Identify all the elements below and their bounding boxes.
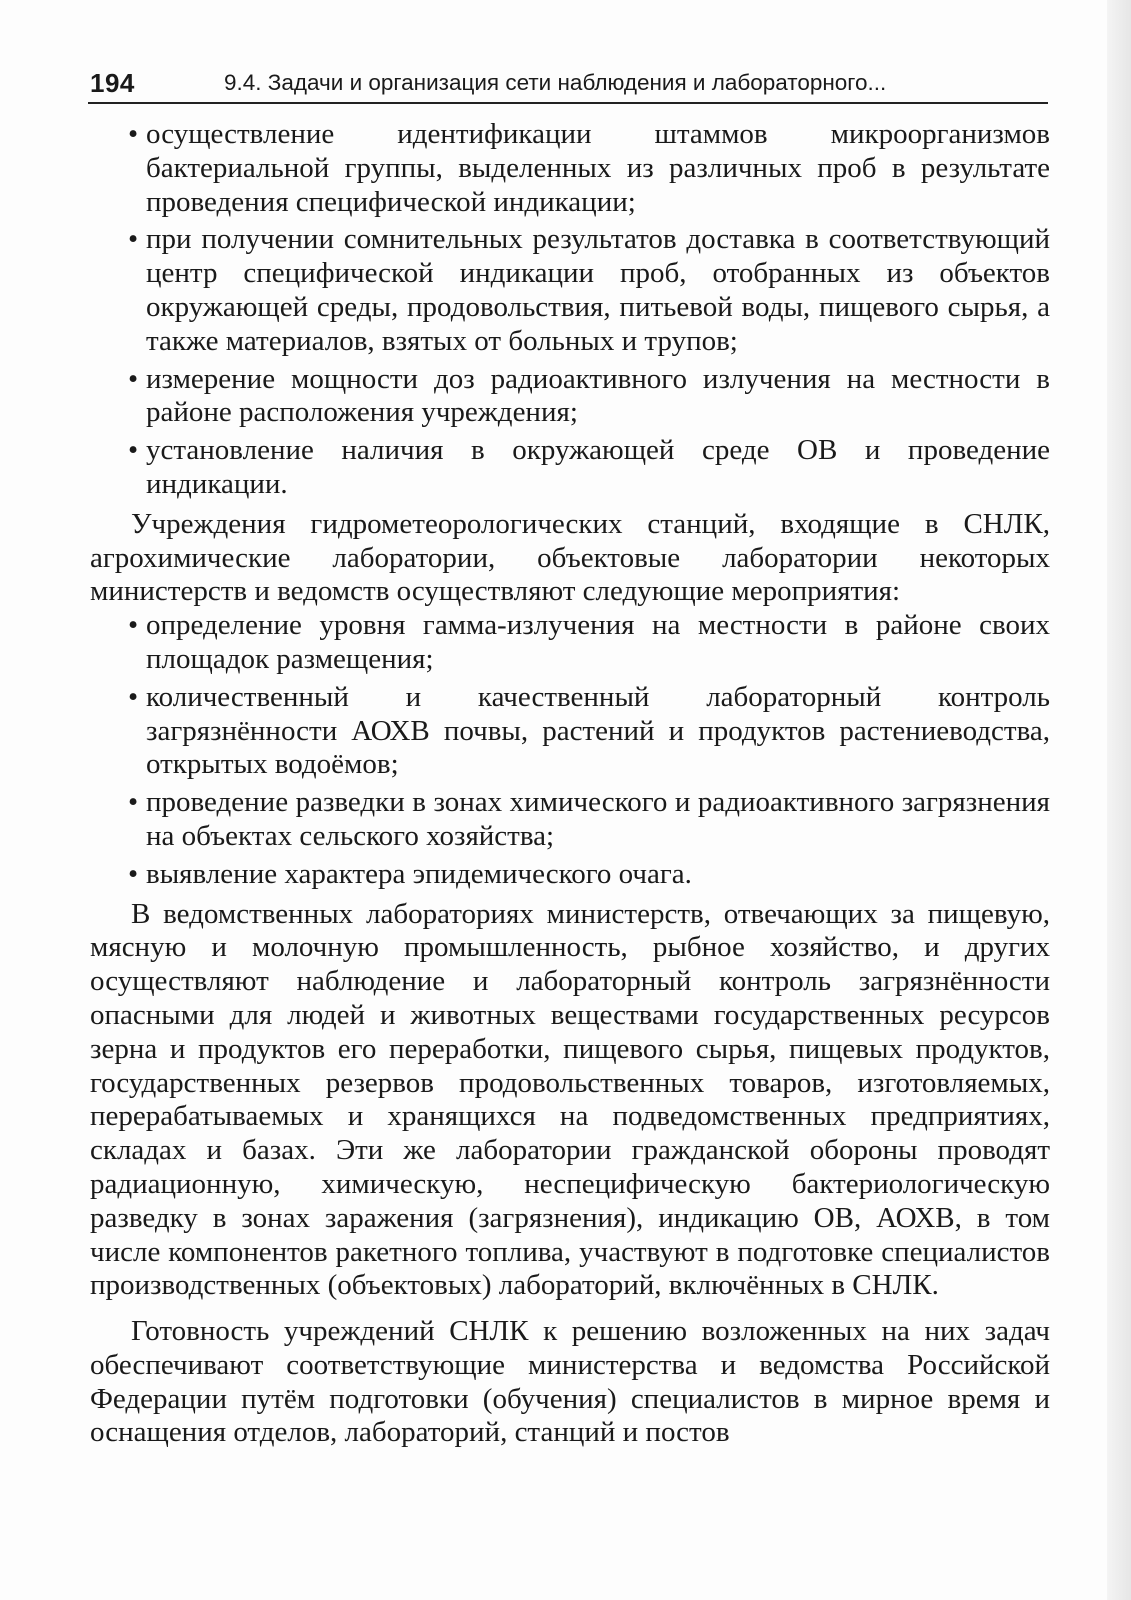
- list-item-text: установление наличия в окружающей среде ОВ и проведение индикации.: [146, 434, 1050, 500]
- scan-edge-shadow: [1107, 0, 1131, 1600]
- paragraph: Учреждения гидрометеорологических станций, входящие в СНЛК, агрохимические лаборатории, объектовые лаборатории некоторых министерств и ведомств осуществляют следующие мероприятия:: [90, 507, 1050, 608]
- bullet-icon: •: [128, 680, 139, 713]
- list-item: [90, 681, 1050, 782]
- list-item-text: определение уровня гамма-излучения на местности в районе своих площадок размещения;: [146, 609, 1050, 675]
- bullet-icon: •: [128, 857, 139, 890]
- list-item: [90, 609, 1050, 677]
- page-number: 194: [90, 68, 135, 98]
- bullet-list-1: [90, 118, 1050, 502]
- section-title: 9.4. Задачи и организация сети наблюдения и лабораторного...: [224, 70, 887, 95]
- list-item: [90, 786, 1050, 854]
- paragraph: Готовность учреждений СНЛК к решению возложенных на них задач обеспечивают соответствующие министерства и ведомства Российской Федерации путём подготовки (обучения) специалистов в мирное время и оснащения отделов, лабораторий, станций и постов: [90, 1315, 1050, 1449]
- list-item-text: при получении сомнительных результатов доставка в соответствующий центр специфической индикации проб, отобранных из объектов окружающей среды, продовольствия, питьевой воды, пищевого сырья, а также материалов, взятых от больных и трупов;: [146, 223, 1050, 357]
- bullet-list-2: [90, 609, 1050, 891]
- page-body: [90, 118, 1050, 1450]
- bullet-icon: •: [128, 434, 139, 467]
- bullet-icon: •: [128, 786, 139, 819]
- list-item-text: проведение разведки в зонах химического и радиоактивного загрязнения на объектах сельского хозяйства;: [146, 786, 1050, 852]
- list-item: [90, 363, 1050, 431]
- list-item: [90, 223, 1050, 358]
- bullet-icon: •: [128, 609, 139, 642]
- list-item: [90, 434, 1050, 502]
- list-item: [90, 858, 1050, 892]
- paragraph: В ведомственных лабораториях министерств, отвечающих за пищевую, мясную и молочную промышленность, рыбное хозяйство, и других осуществляют наблюдение и лабораторный контроль загрязнённости опасными для людей и животных веществами государственных ресурсов зерна и продуктов его переработки, пищевого сырья, пищевых продуктов, государственных резервов продовольственных товаров, изготовляемых, перерабатываемых и хранящихся на подведомственных предприятиях, складах и базах. Эти же лаборатории гражданской обороны проводят радиационную, химическую, неспецифическую бактериологическую разведку в зонах заражения (загрязнения), индикацию ОВ, АОХВ, в том числе компонентов ракетного топлива, участвуют в подготовке специалистов производственных (объектовых) лабораторий, включённых в СНЛК.: [90, 897, 1050, 1302]
- bullet-icon: •: [128, 223, 139, 256]
- running-header: [88, 66, 1048, 104]
- bullet-icon: •: [128, 118, 139, 150]
- list-item: [90, 118, 1050, 219]
- list-item-text: количественный и качественный лабораторный контроль загрязнённости АОХВ почвы, растений и продуктов растениеводства, открытых водоёмов;: [146, 680, 1050, 781]
- list-item-text: выявление характера эпидемического очага.: [146, 857, 692, 890]
- bullet-icon: •: [128, 362, 139, 395]
- list-item-text: измерение мощности доз радиоактивного излучения на местности в районе расположения учреждения;: [146, 362, 1050, 429]
- list-item-text: осуществление идентификации штаммов микроорганизмов бактериальной группы, выделенных из различных проб в результате проведения специфической индикации;: [146, 118, 1050, 218]
